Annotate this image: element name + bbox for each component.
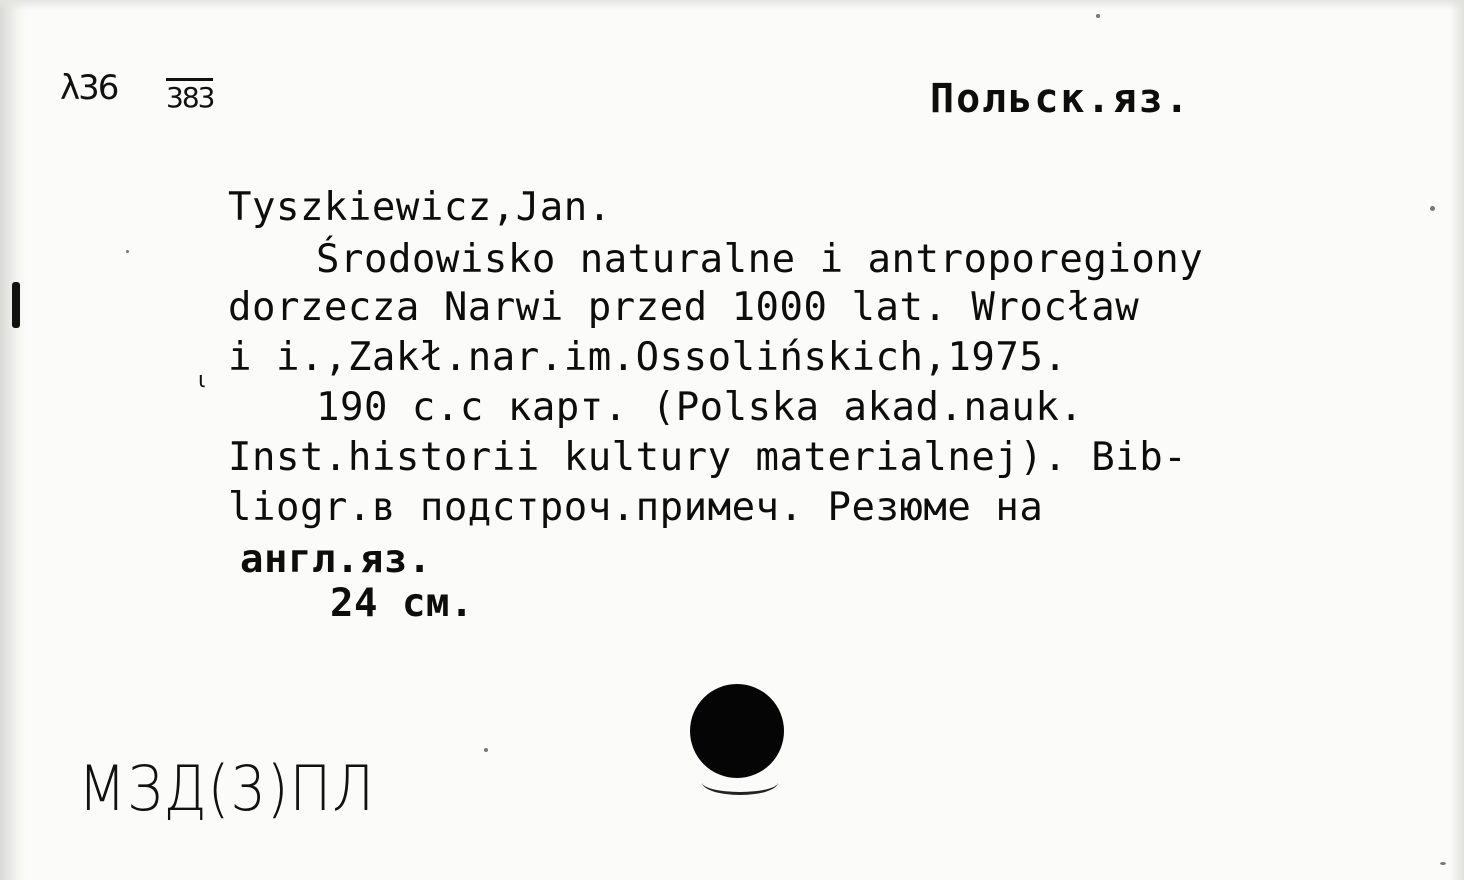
punch-hole [690, 684, 784, 778]
title-line-2: dorzecza Narwi przed 1000 lat. Wrocław [228, 285, 1140, 330]
card-right-edge [1450, 0, 1464, 880]
call-number-sub: 383 [166, 78, 213, 113]
handwritten-tick: ι [198, 368, 206, 393]
language-tag: Польск.яз. [930, 76, 1191, 122]
title-line-1: Środowisko naturalne i antroporegiony [316, 237, 1204, 282]
dust-speck [1440, 862, 1446, 865]
card-top-edge [0, 0, 1464, 10]
punch-hole-shadow [702, 770, 778, 795]
dust-speck [1096, 14, 1100, 18]
call-number-main: λ36 [60, 68, 118, 108]
notes-line-2: англ.яз. [240, 537, 432, 582]
size-line: 24 см. [330, 581, 474, 626]
imprint-line: i i.,Zakł.nar.im.Ossolińskich,1975. [228, 335, 1068, 380]
notes-line-1: liogr.в подстроч.примеч. Резюме на [228, 485, 1044, 530]
dust-speck [484, 748, 488, 752]
card-left-edge [0, 0, 26, 880]
card-edge-mark [12, 282, 20, 328]
shelf-mark: МЗД(3)ПЛ [78, 752, 376, 825]
collation-line-2: Inst.historii kultury materialnej). Bib- [228, 435, 1188, 480]
dust-speck [126, 250, 129, 253]
dust-speck [1430, 206, 1435, 211]
author-heading: Tyszkiewicz,Jan. [228, 185, 612, 230]
collation-line-1: 190 c.c карт. (Polska akad.nauk. [316, 385, 1084, 430]
